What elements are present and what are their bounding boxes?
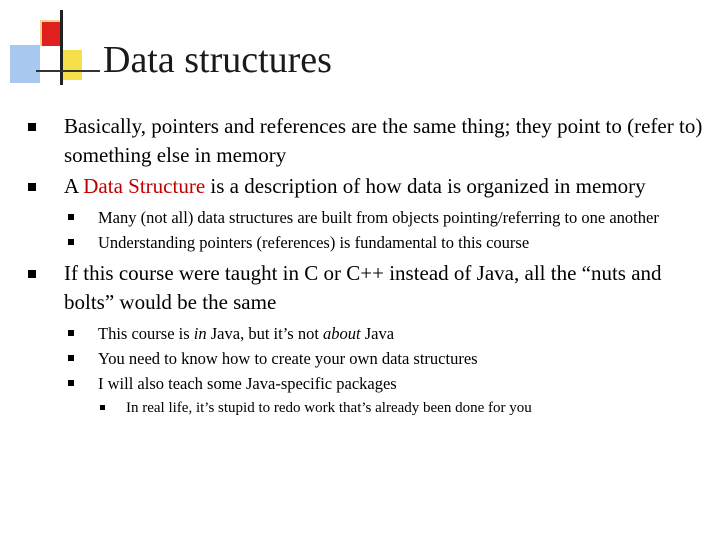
sub-bullet-item (28, 373, 708, 394)
square-bullet-icon (28, 123, 36, 131)
square-bullet-icon (28, 270, 36, 278)
sub-bullet-item (28, 348, 708, 369)
square-bullet-icon (68, 330, 74, 336)
sub-bullet-text: Understanding pointers (references) is fundamental to this course (98, 233, 530, 252)
square-bullet-icon (68, 355, 74, 361)
sub-bullet-item (28, 323, 708, 344)
logo-vertical-line (60, 10, 63, 85)
sub-sub-bullet-text: In real life, it’s stupid to redo work that’s already been done for you (126, 400, 532, 416)
square-bullet-icon (28, 183, 36, 191)
logo-red-square (42, 22, 62, 46)
bullet-item (28, 172, 708, 201)
sub-bullet-item (28, 232, 708, 253)
bullet-item (28, 259, 708, 317)
square-bullet-icon (68, 380, 74, 386)
slide-title: Data structures (103, 39, 332, 81)
sub-bullet-text: You need to know how to create your own data structures (98, 349, 478, 368)
emphasis-text: in (193, 324, 207, 343)
sub-bullet-text-part: Java, but it’s not (206, 324, 324, 343)
square-bullet-icon (100, 405, 105, 410)
bullet-text-part: is a description of how data is organized in memory (205, 174, 646, 198)
logo-yellow-square-lower (62, 50, 82, 80)
sub-bullet-text: Many (not all) data structures are built from objects pointing/referring to one another (98, 208, 659, 227)
bullet-text: Basically, pointers and references are the same thing; they point to (refer to) something else in memory (64, 114, 703, 167)
sub-bullet-item (28, 207, 708, 228)
highlighted-term: Data Structure (83, 174, 206, 198)
bullet-item (28, 112, 708, 170)
sub-sub-bullet-item (28, 398, 708, 418)
sub-bullet-text-part: Java (360, 324, 395, 343)
logo-blue-square (10, 45, 40, 83)
bullet-text-part: A (64, 174, 84, 198)
sub-bullet-text: I will also teach some Java-specific packages (98, 374, 397, 393)
bullet-text: If this course were taught in C or C++ instead of Java, all the “nuts and bolts” would be the same (64, 261, 662, 314)
slide-body (28, 112, 708, 418)
logo-horizontal-line (36, 70, 100, 72)
sub-bullet-text-part: This course is (98, 324, 194, 343)
slide-logo (0, 0, 100, 100)
square-bullet-icon (68, 239, 74, 245)
emphasis-text: about (323, 324, 361, 343)
square-bullet-icon (68, 214, 74, 220)
